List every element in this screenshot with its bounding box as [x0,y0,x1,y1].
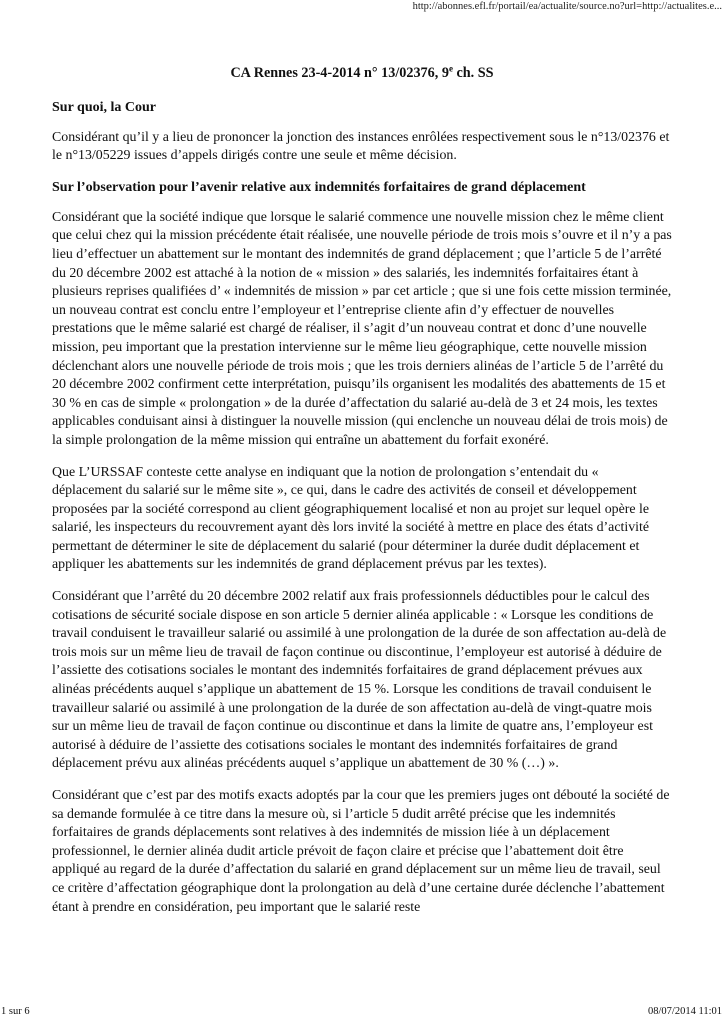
title-suffix: ch. SS [452,65,494,81]
paragraph-societe: Considérant que la société indique que lorsque le salarié commence une nouvelle mission chez le même client que celui chez qui la mission précédente était réalisée, une nouvelle période de trois mois s’ouvre et il n’y a pas lieu d’effectuer un abattement sur le montant des indemnités de grand déplacement ; que l’article 5 de l’arrêté du 20 décembre 2002 est attaché à la notion de « mission » des salariés, les indemnités forfaitaires étant à plusieurs reprises qualifiées d’ « indemnités de mission » par cet article ; que si une fois cette mission terminée, un nouveau contrat est conclu entre l’employeur et l’entreprise cliente afin d’y effectuer de nouvelles prestations que le même salarié est chargé de réaliser, il s’agit d’un nouveau contrat et donc d’une nouvelle mission, peu important que la prestation intervienne sur le même lieu géographique, cette nouvelle mission déclenchant alors une nouvelle période de trois mois ; que les trois derniers alinéas de l’article 5 de l’arrêté du 20 décembre 2002 confirment cette interprétation, puisqu’ils organisent les modalités des abattements de 15 et 30 % en cas de simple « prolongation » de la durée d’affectation du salarié au-delà de 3 et 24 mois, les textes applicables conduisant ainsi à distinguer la nouvelle mission (qui enclenche un nouveau délai de trois mois) de la simple prolongation de la même mission qui entraîne un abattement du forfait exonéré. [52,209,672,448]
title-prefix: CA Rennes 23-4-2014 n° 13/02376, 9 [230,65,449,81]
print-datetime: 08/07/2014 11:01 [648,1006,722,1017]
paragraph-motifs: Considérant que c’est par des motifs exacts adoptés par la cour que les premiers juges ont débouté la société de sa demande formulée à ce titre dans la mesure où, si l’article 5 dudit arrêté précise que les indemnités forfaitaires de grands déplacements sont relatives à des indemnités de mission liée à un déplacement professionnel, le dernier alinéa dudit article prévoit de façon claire et précise que l’abattement doit être appliqué au regard de la durée d’affectation du salarié en grand déplacement sur un même lieu de travail, seul ce critère d’affectation géographique dont la prolongation au delà d’une certaine durée déclenche l’abattement étant à prendre en considération, peu important que le salarié reste [52,788,670,915]
page-number: 1 sur 6 [1,1006,30,1017]
paragraph-urssaf: Que L’URSSAF conteste cette analyse en indiquant que la notion de prolongation s’entendait du « déplacement du salarié sur le même site », ce qui, dans le cadre des activités de conseil et développement proposées par la société correspond au client géographiquement localisé et non au projet sur lequel opère le salarié, les inspecteurs du recouvrement ayant dès lors invité la société à mettre en place des états d’activité permettant de déterminer le site de déplacement du salarié (pour déterminer la durée dudit déplacement et appliquer les abattements sur les indemnités de grand déplacement prévus par les textes). [52,464,650,573]
document-body [52,64,672,930]
heading-sur-quoi: Sur quoi, la Cour [52,99,156,115]
title-superscript: e [448,63,453,74]
paragraph-jonction: Considérant qu’il y a lieu de prononcer la jonction des instances enrôlées respectivement sous le n°13/02376 et le n°13/05229 issues d’appels dirigés contre une seule et même décision. [52,129,670,164]
print-header-url: http://abonnes.efl.fr/portail/ea/actualite/source.no?url=http://actualites.e... [412,1,722,12]
heading-observation: Sur l’observation pour l’avenir relative aux indemnités forfaitaires de grand déplacement [52,179,586,195]
paragraph-arrete: Considérant que l’arrêté du 20 décembre 2002 relatif aux frais professionnels déductibles pour le calcul des cotisations de sécurité sociale dispose en son article 5 dernier alinéa applicable : « Lorsque les conditions de travail conduisent le travailleur salarié ou assimilé à une prolongation de la durée de son affectation au-delà de trois mois sur un même lieu de travail de façon continue ou discontinue, l’employeur est autorisé à déduire de l’assiette des cotisations sociales le montant des indemnités forfaitaires de grand déplacement prévues aux alinéas précédents auquel s’applique un abattement de 15 %. Lorsque les conditions de travail conduisent le travailleur salarié ou assimilé à une prolongation de la durée de son affectation au-delà de vingt-quatre mois sur un même lieu de travail de façon continue ou discontinue et dans la limite de quatre ans, l’employeur est autorisé à déduire de l’assiette des cotisations sociales le montant des indemnités forfaitaires de grand déplacement prévu aux alinéas précédents auquel s’applique un abattement de 30 % (…) ». [52,589,667,772]
document-title [52,64,672,83]
